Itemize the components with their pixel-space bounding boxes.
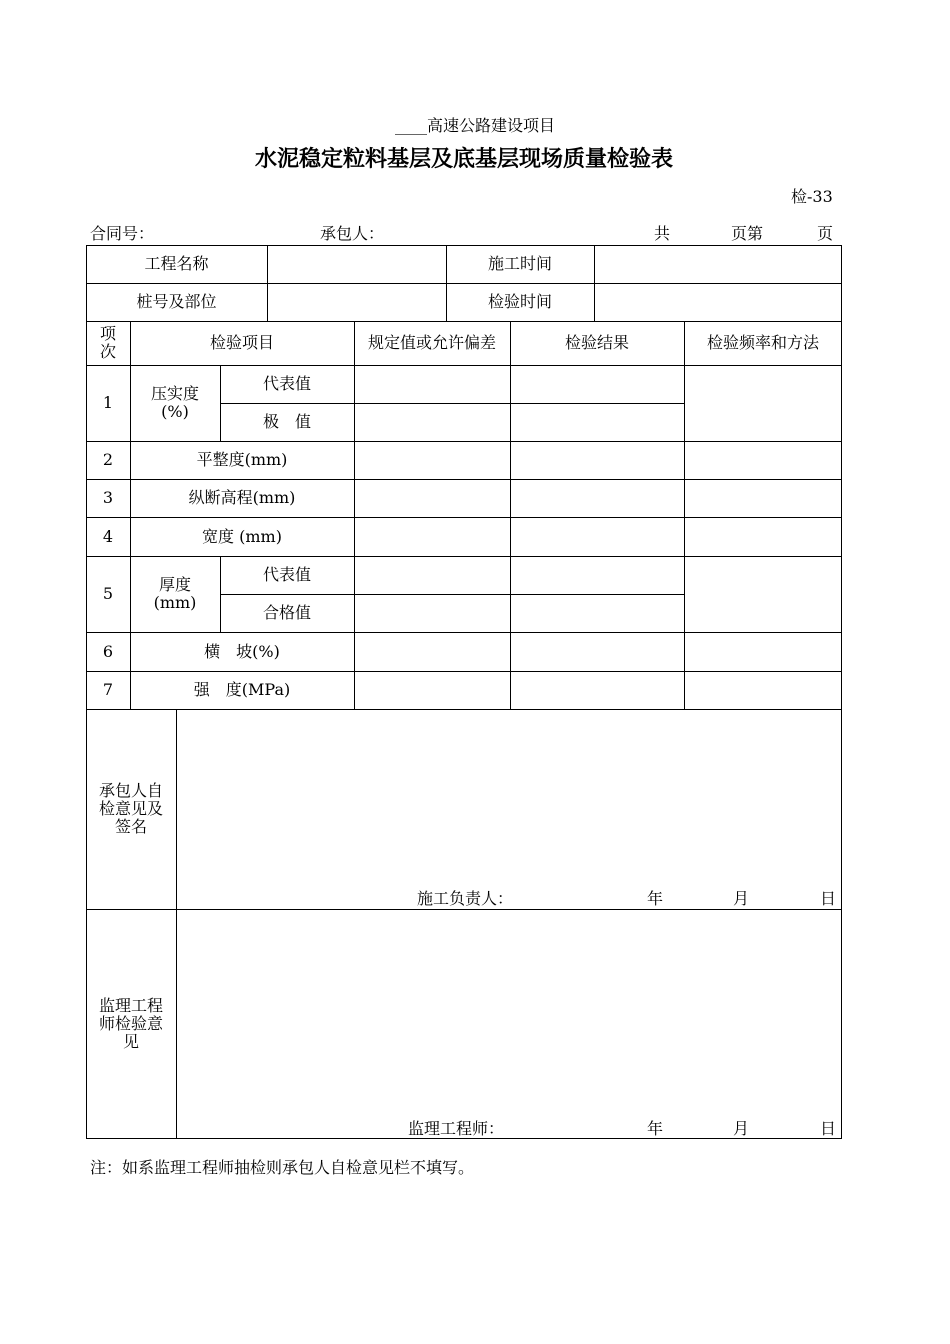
supervisor-opinion-field[interactable] — [176, 909, 842, 1108]
row-5-sub-qualified: 合格值 — [262, 603, 311, 622]
contractor-signer-label: 施工负责人： — [417, 889, 514, 908]
page-end-label: 页 — [817, 224, 834, 243]
row-1-sub-representative: 代表值 — [262, 374, 311, 393]
col-line — [510, 321, 511, 709]
row-1-item: 压实度(%) — [150, 384, 199, 421]
contractor-day-label: 日 — [820, 889, 837, 908]
col-line — [684, 321, 685, 709]
form-number: 检-33 — [791, 187, 833, 206]
contract-no-label: 合同号： — [90, 224, 155, 243]
row-6-item: 横 坡(%) — [204, 641, 280, 661]
supervisor-opinion-label: 监理工程师检验意见 — [98, 995, 163, 1051]
row-1-sub-extreme: 极 值 — [262, 412, 311, 431]
page-number-label: 页第 — [731, 224, 764, 243]
supervisor-year-label: 年 — [647, 1119, 664, 1138]
project-line: ____高速公路建设项目 — [394, 116, 555, 135]
col-line — [354, 321, 355, 709]
project-name-label: 工程名称 — [144, 254, 209, 273]
construction-time-field[interactable] — [594, 245, 842, 283]
row-6-number: 6 — [102, 641, 114, 661]
station-label: 桩号及部位 — [136, 292, 217, 311]
row-5-sub-representative: 代表值 — [262, 565, 311, 584]
row-3-item: 纵断高程(mm) — [188, 488, 296, 507]
supervisor-day-label: 日 — [820, 1119, 837, 1138]
supervisor-month-label: 月 — [733, 1119, 750, 1138]
row-4-item: 宽度 (mm) — [202, 526, 282, 546]
contractor-year-label: 年 — [647, 889, 664, 908]
row-3-number: 3 — [102, 488, 114, 507]
contractor-opinion-field[interactable] — [176, 709, 842, 879]
contractor-month-label: 月 — [733, 889, 750, 908]
station-field[interactable] — [267, 283, 446, 321]
construction-time-label: 施工时间 — [487, 254, 552, 273]
footer-note: 注：如系监理工程师抽检则承包人自检意见栏不填写。 — [90, 1158, 475, 1177]
row-7-item: 强 度(MPa) — [193, 680, 291, 699]
row-7-number: 7 — [102, 680, 114, 699]
row-2-number: 2 — [102, 450, 114, 469]
contractor-label: 承包人： — [320, 224, 385, 243]
inspection-table — [86, 245, 842, 1139]
supervisor-signer-label: 监理工程师： — [408, 1119, 505, 1138]
inspection-time-label: 检验时间 — [487, 292, 552, 311]
col-header-index: 项次 — [99, 324, 116, 361]
inspection-time-field[interactable] — [594, 283, 842, 321]
col-header-item: 检验项目 — [209, 333, 274, 352]
row-1-number: 1 — [102, 393, 114, 412]
project-name-field[interactable] — [267, 245, 446, 283]
row-5-item: 厚度(mm) — [153, 575, 197, 612]
contractor-opinion-label: 承包人自检意见及签名 — [98, 781, 163, 836]
row-4-number: 4 — [102, 526, 114, 546]
total-pages-label: 共 — [654, 224, 671, 243]
col-header-method: 检验频率和方法 — [706, 333, 819, 352]
row-2-item: 平整度(mm) — [196, 450, 288, 469]
row-5-number: 5 — [102, 584, 114, 603]
col-header-result: 检验结果 — [564, 333, 629, 352]
col-header-spec: 规定值或允许偏差 — [367, 333, 496, 352]
form-title: 水泥稳定粒料基层及底基层现场质量检验表 — [254, 147, 673, 172]
